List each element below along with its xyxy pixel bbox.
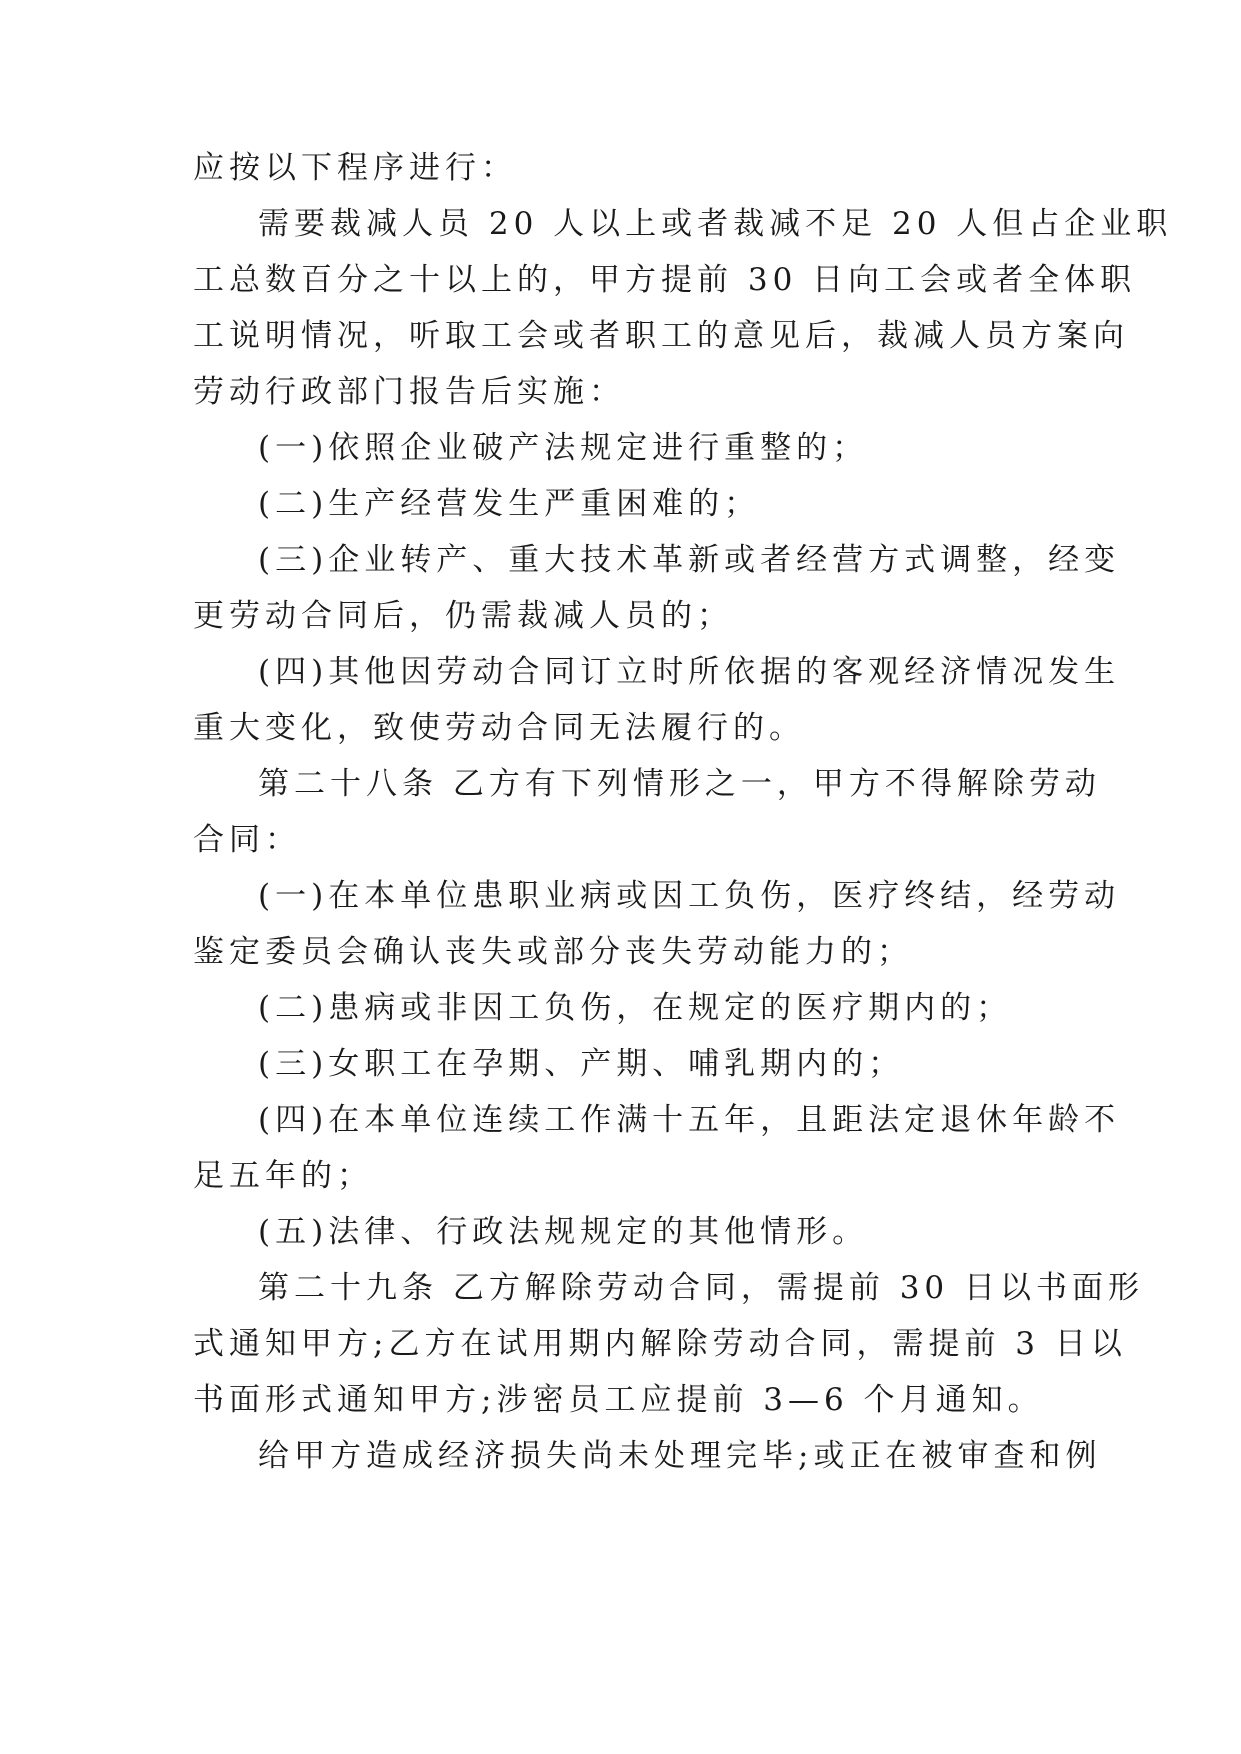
article-28-heading: 第二十八条 乙方有下列情形之一，甲方不得解除劳动	[258, 766, 1101, 802]
text-line: (三)企业转产、重大技术革新或者经营方式调整，经变	[258, 542, 1121, 578]
text-line: 足五年的；	[193, 1158, 373, 1194]
text-line: 需要裁减人员 20 人以上或者裁减不足 20 人但占企业职	[258, 206, 1173, 242]
text-line: (三)女职工在孕期、产期、哺乳期内的；	[258, 1046, 905, 1082]
text-line: (一)依照企业破产法规定进行重整的；	[258, 430, 869, 466]
text-line: 合同：	[193, 822, 301, 858]
text-line: 书面形式通知甲方;涉密员工应提前 3—6 个月通知。	[193, 1382, 1044, 1418]
text-line: 式通知甲方;乙方在试用期内解除劳动合同，需提前 3 日以	[193, 1326, 1127, 1362]
text-line: 给甲方造成经济损失尚未处理完毕;或正在被审查和例	[258, 1438, 1102, 1474]
text-line: (四)其他因劳动合同订立时所依据的客观经济情况发生	[258, 654, 1121, 690]
text-line: 劳动行政部门报告后实施：	[193, 374, 625, 410]
text-line: 重大变化，致使劳动合同无法履行的。	[193, 710, 805, 746]
text-line: 鉴定委员会确认丧失或部分丧失劳动能力的；	[193, 934, 913, 970]
text-line: (二)生产经营发生严重困难的；	[258, 486, 761, 522]
text-line: (五)法律、行政法规规定的其他情形。	[258, 1214, 869, 1250]
text-line: (一)在本单位患职业病或因工负伤，医疗终结，经劳动	[258, 878, 1121, 914]
article-29-heading: 第二十九条 乙方解除劳动合同，需提前 30 日以书面形	[258, 1270, 1145, 1306]
text-line: 工总数百分之十以上的，甲方提前 30 日向工会或者全体职	[193, 262, 1137, 298]
text-line: 应按以下程序进行：	[193, 150, 517, 186]
text-line: (二)患病或非因工负伤，在规定的医疗期内的；	[258, 990, 1013, 1026]
text-line: 工说明情况，听取工会或者职工的意见后，裁减人员方案向	[193, 318, 1129, 354]
text-line: 更劳动合同后，仍需裁减人员的；	[193, 598, 733, 634]
text-line: (四)在本单位连续工作满十五年，且距法定退休年龄不	[258, 1102, 1121, 1138]
